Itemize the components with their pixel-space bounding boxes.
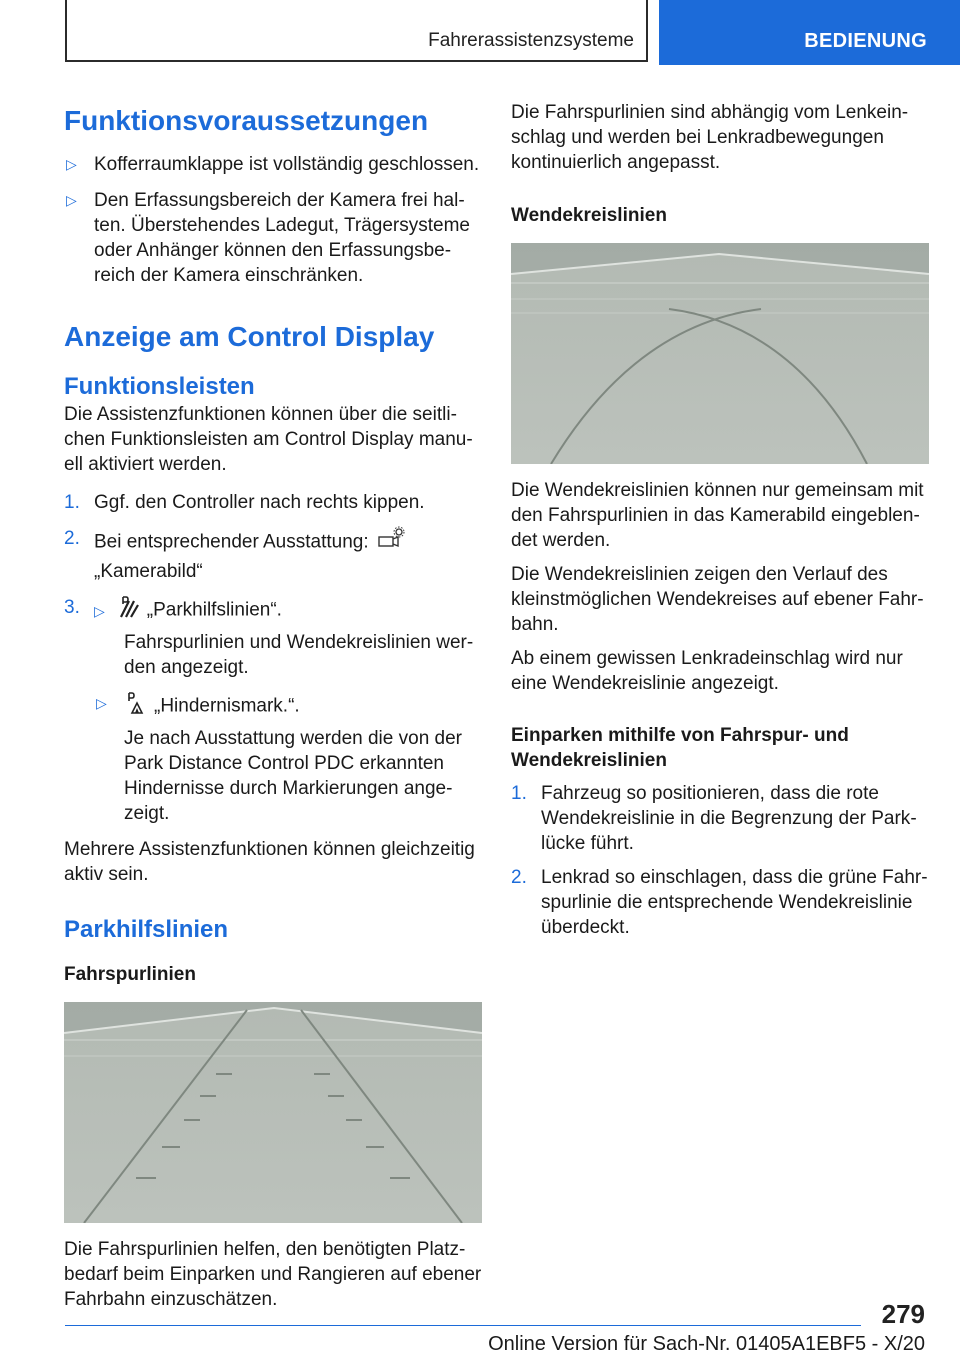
footer-online-version: Online Version für Sach-Nr. 01405A1EBF5 - X/20 [488, 1333, 925, 1355]
paragraph-sub-note: Je nach Ausstattung werden die von der Park Distance Control PDC erkannten Hindernisse durch Markierungen angezeigt. [124, 728, 463, 824]
list-item: 2. Lenkrad so einschlagen, dass die grüne Fahrspurlinie die entsprechende Wendekreislinie überdeckt. [511, 867, 928, 938]
right-column [511, 100, 931, 940]
paragraph-funktionsleisten: Die Assistenzfunktionen können über die seitlichen Funktionsleisten am Control Display manuell aktiviert werden. [64, 404, 473, 475]
left-column [64, 104, 482, 1312]
obstacle-marking-icon [126, 691, 146, 722]
list-item: 1. Fahrzeug so positionieren, dass die rote Wendekreislinie in die Begrenzung der Parklücke führt. [511, 783, 917, 854]
paragraph-gemeinsam: Die Wendekreislinien können nur gemeinsam mit den Fahrspurlinien in das Kamerabild eingeblendet werden. [511, 480, 924, 551]
list-item: 1. Ggf. den Controller nach rechts kippen. [64, 492, 425, 513]
heading-einparken: Einparken mithilfe von Fahrspur- und Wendekreislinien [511, 725, 849, 771]
header-chapter-title: BEDIENUNG [804, 30, 927, 52]
paragraph-step3-note: Fahrspurlinien und Wendekreislinien werden angezeigt. [124, 632, 474, 678]
footer-divider [65, 1325, 861, 1326]
paragraph-mehrere: Mehrere Assistenzfunktionen können gleichzeitig aktiv sein. [64, 839, 475, 885]
parking-lines-icon [119, 595, 139, 626]
triangle-bullet-icon: ▷ [66, 192, 77, 208]
heading-anzeige-control-display: Anzeige am Control Display [64, 321, 435, 352]
list-item: 2. Bei entsprechender Ausstattung: „Kamerabild“ [64, 526, 482, 584]
triangle-bullet-icon: ▷ [94, 602, 105, 619]
list-item: ▷ Kofferraumklappe ist vollständig geschlossen. [66, 154, 480, 175]
list-item: ▷ „Hindernismark.“. [64, 691, 482, 722]
header-section-box [65, 0, 648, 62]
triangle-bullet-icon: ▷ [96, 695, 107, 711]
heading-funktionsleisten: Funktionsleisten [64, 373, 255, 400]
heading-wendekreislinien: Wendekreislinien [511, 205, 667, 226]
paragraph-verlauf: Die Wendekreislinien zeigen den Verlauf des kleinstmöglichen Wendekreises auf ebener Fahrbahn. [511, 564, 924, 635]
camera-settings-icon [376, 526, 406, 559]
list-item: 3. ▷ „Parkhilfslinien“. [64, 595, 482, 626]
wendekreislinien-figure [511, 243, 929, 464]
header-section-title: Fahrerassistenzsysteme [428, 30, 634, 51]
triangle-bullet-icon: ▷ [66, 156, 77, 172]
paragraph-fahrspurlinien: Die Fahrspurlinien helfen, den benötigten Platzbedarf beim Einparken und Rangieren auf ebener Fahrbahn einzuschätzen. [64, 1239, 482, 1310]
fahrspurlinien-figure [64, 1002, 482, 1223]
paragraph-abhaengig: Die Fahrspurlinien sind abhängig vom Lenkeinschlag und werden bei Lenkradbewegungen kontinuierlich angepasst. [511, 102, 909, 173]
heading-parkhilfslinien: Parkhilfslinien [64, 916, 229, 943]
header-chapter-tab [659, 0, 960, 65]
paragraph-lenkrad: Ab einem gewissen Lenkradeinschlag wird nur eine Wendekreislinie angezeigt. [511, 648, 903, 694]
page-number: 279 [881, 1299, 925, 1329]
list-item: ▷ Den Erfassungsbereich der Kamera frei halten. Überstehendes Ladegut, Trägersysteme oder Anhänger können den Erfassungsbereich der Kamera einschränken. [66, 190, 471, 286]
heading-funktionsvoraussetzungen: Funktionsvoraussetzungen [64, 105, 429, 136]
heading-fahrspurlinien: Fahrspurlinien [64, 964, 196, 985]
